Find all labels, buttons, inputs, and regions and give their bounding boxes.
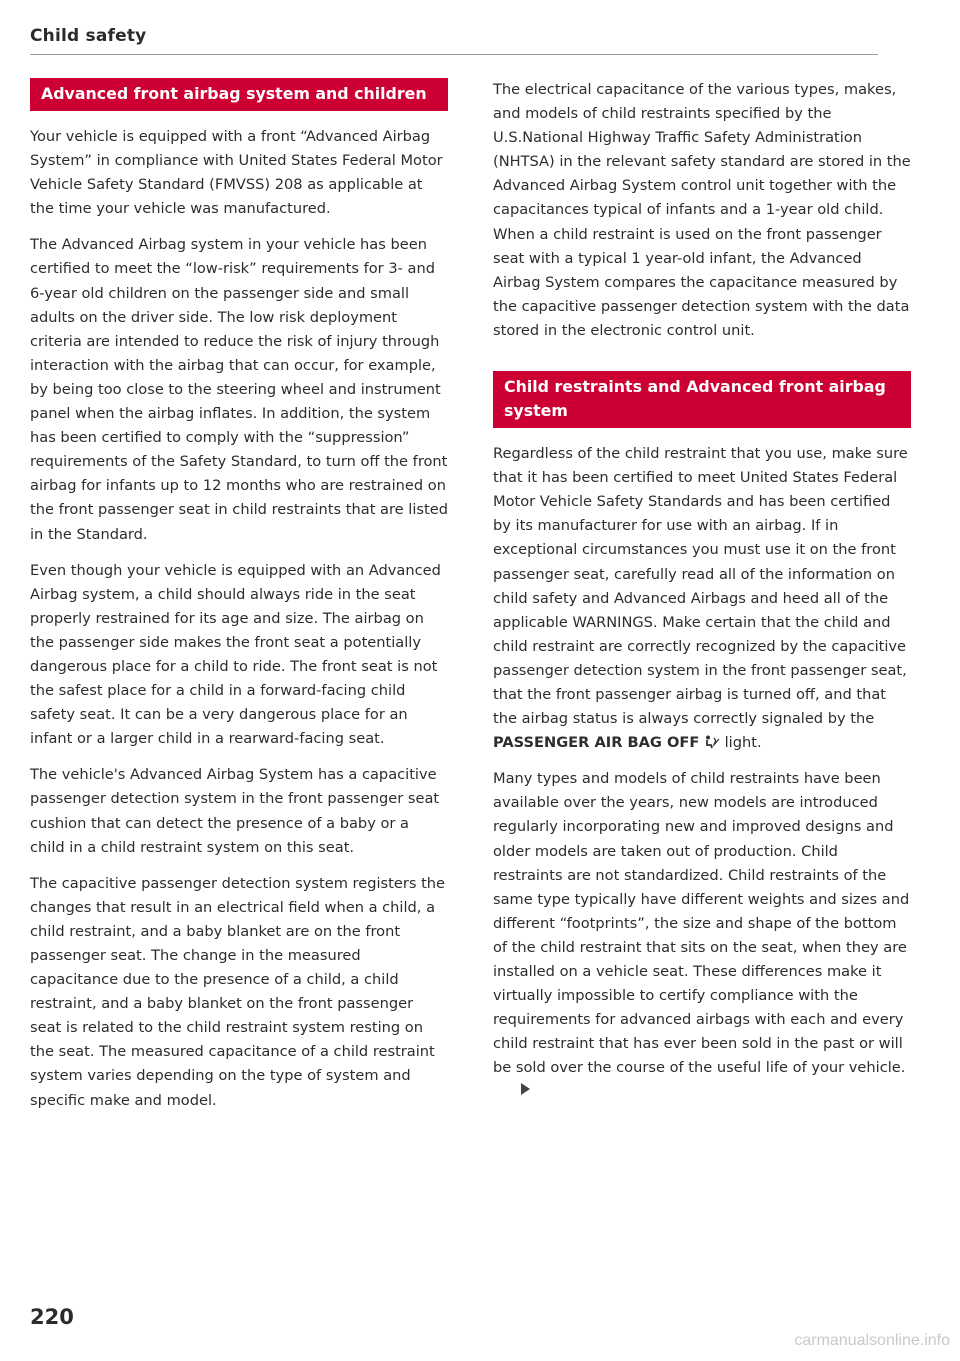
header-rule: [30, 54, 878, 55]
warning-text: Regardless of the child restraint that you use, make sure that it has been certified to meet United States Federal Motor Vehicle Safety Standards and has been certified by its manufacturer for use with an airbag. If in exceptional circumstances you must use it on the front passenger seat, carefully read all of the information on child safety and Advanced Airbags and heed all of the applicable WARNINGS. Make certain that the child and child restraint are correctly recognized by the capacitive passenger detection system in the front passenger seat, that the front passenger airbag is turned off, and that the airbag status is always correctly signaled by the: [493, 445, 908, 728]
continue-arrow-icon: [521, 1083, 530, 1095]
warning-paragraph: [493, 442, 911, 755]
section-title-restraints-airbag: Child restraints and Advanced front airbag system: [493, 371, 911, 428]
page-number: 220: [30, 1305, 74, 1329]
paragraph: Even though your vehicle is equipped with an Advanced Airbag system, a child should always ride in the seat properly restrained for its age and size. The airbag on the passenger side makes the front seat a potentially dangerous place for a child to ride. The front seat is not the safest place for a child in a forward-facing child safety seat. It can be a very dangerous place for an infant or a larger child in a rearward-facing seat.: [30, 561, 441, 748]
watermark: carmanualsonline.info: [794, 1332, 950, 1349]
passenger-airbag-off-icon: [704, 733, 720, 747]
paragraph: Your vehicle is equipped with a front “Advanced Airbag System” in compliance with United States Federal Motor Vehicle Safety Standard (FMVSS) 208 as applicable at the time your vehicle was manufactured.: [30, 128, 443, 218]
section-title-airbag-children: Advanced front airbag system and children: [30, 78, 448, 111]
right-column: [493, 78, 911, 1117]
paragraph: The electrical capacitance of the various types, makes, and models of child restraints specified by the U.S.National Highway Traffic Safety Administration (NHTSA) in the relevant safety standard are stored in the Advanced Airbag System control unit together with the capacitances typical of infants and a 1-year old child. When a child restraint is used on the front passenger seat with a typical 1 year-old infant, the Advanced Airbag System compares the capacitance measured by the capacitive passenger detection system with the data stored in the electronic control unit.: [493, 81, 911, 339]
warning-text-end: light.: [719, 734, 762, 752]
paragraph: The capacitive passenger detection system registers the changes that result in an electrical field when a child, a child restraint, and a baby blanket are on the front passenger seat. The change in the measured capacitance due to the presence of a child, a child restraint, and a baby blanket on the front passenger seat is related to the child restraint system resting on the seat. The measured capacitance of a child restraint system varies depending on the type of system and specific make and model.: [30, 874, 446, 1109]
paragraph: [493, 767, 911, 1104]
indicator-label: PASSENGER AIR BAG OFF: [493, 734, 700, 752]
chapter-title: Child safety: [30, 26, 147, 46]
paragraph: The vehicle's Advanced Airbag System has a capacitive passenger detection system in the front passenger seat cushion that can detect the presence of a baby or a child in a child restraint system on this seat.: [30, 766, 440, 856]
paragraph: The Advanced Airbag system in your vehicle has been certified to meet the “low-risk” requirements for 3- and 6-year old children on the passenger side and small adults on the driver side. The low risk deployment criteria are intended to reduce the risk of injury through interaction with the airbag that can occur, for example, by being too close to the steering wheel and instrument panel when the airbag inflates. In addition, the system has been certified to comply with the “suppression” requirements of the Safety Standard, to turn off the front airbag for infants up to 12 months who are restrained on the front passenger seat in child restraints that are listed in the Standard.: [30, 236, 448, 543]
left-column: [30, 78, 448, 1125]
final-text: Many types and models of child restraints have been available over the years, new models are introduced regularly incorporating new and improved designs and older models are taken out of production. Child restraints are not standardized. Child restraints of the same type typically have different weights and sizes and different “footprints”, the size and shape of the bottom of the child restraint that sits on the seat, when they are installed on a vehicle seat. These differences make it virtually impossible to certify compliance with the requirements for advanced airbags with each and every child restraint that has ever been sold in the past or will be sold over the course of the useful life of your vehicle.: [493, 770, 910, 1077]
